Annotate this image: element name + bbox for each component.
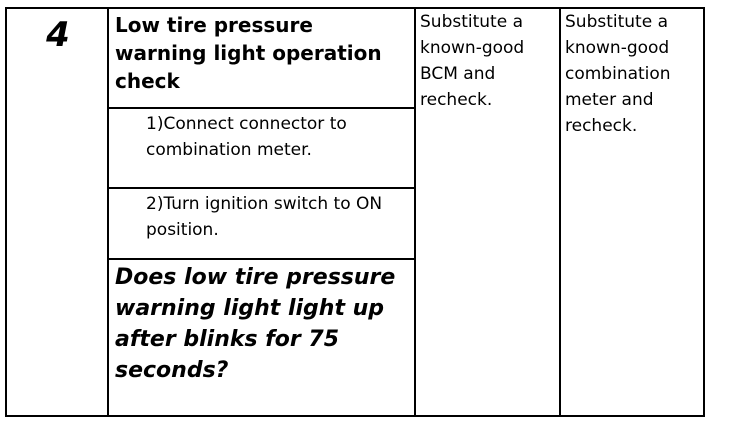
check-question: Does low tire pressure warning light light up after blinks for 75 seconds? <box>115 265 396 384</box>
result-text-meter: Substitute a known-good combination meter and recheck. <box>565 12 671 136</box>
result-text-bcm: Substitute a known-good BCM and recheck. <box>420 12 525 110</box>
action-ignition-on: 2)Turn ignition switch to ON position. <box>146 194 383 241</box>
step-title: Low tire pressure warning light operation check <box>115 13 382 93</box>
step-title-cell <box>108 8 415 108</box>
result-cell-meter <box>560 8 704 416</box>
step-number-cell <box>6 8 108 416</box>
action-cell-ignition <box>108 188 415 259</box>
question-cell <box>108 259 415 416</box>
action-connect-connector: 1)Connect connector to combination meter. <box>146 113 347 160</box>
step-number: 4 <box>46 15 70 55</box>
result-cell-bcm <box>415 8 560 416</box>
diagnosis-step-table <box>5 7 705 417</box>
action-cell-connect <box>108 108 415 188</box>
